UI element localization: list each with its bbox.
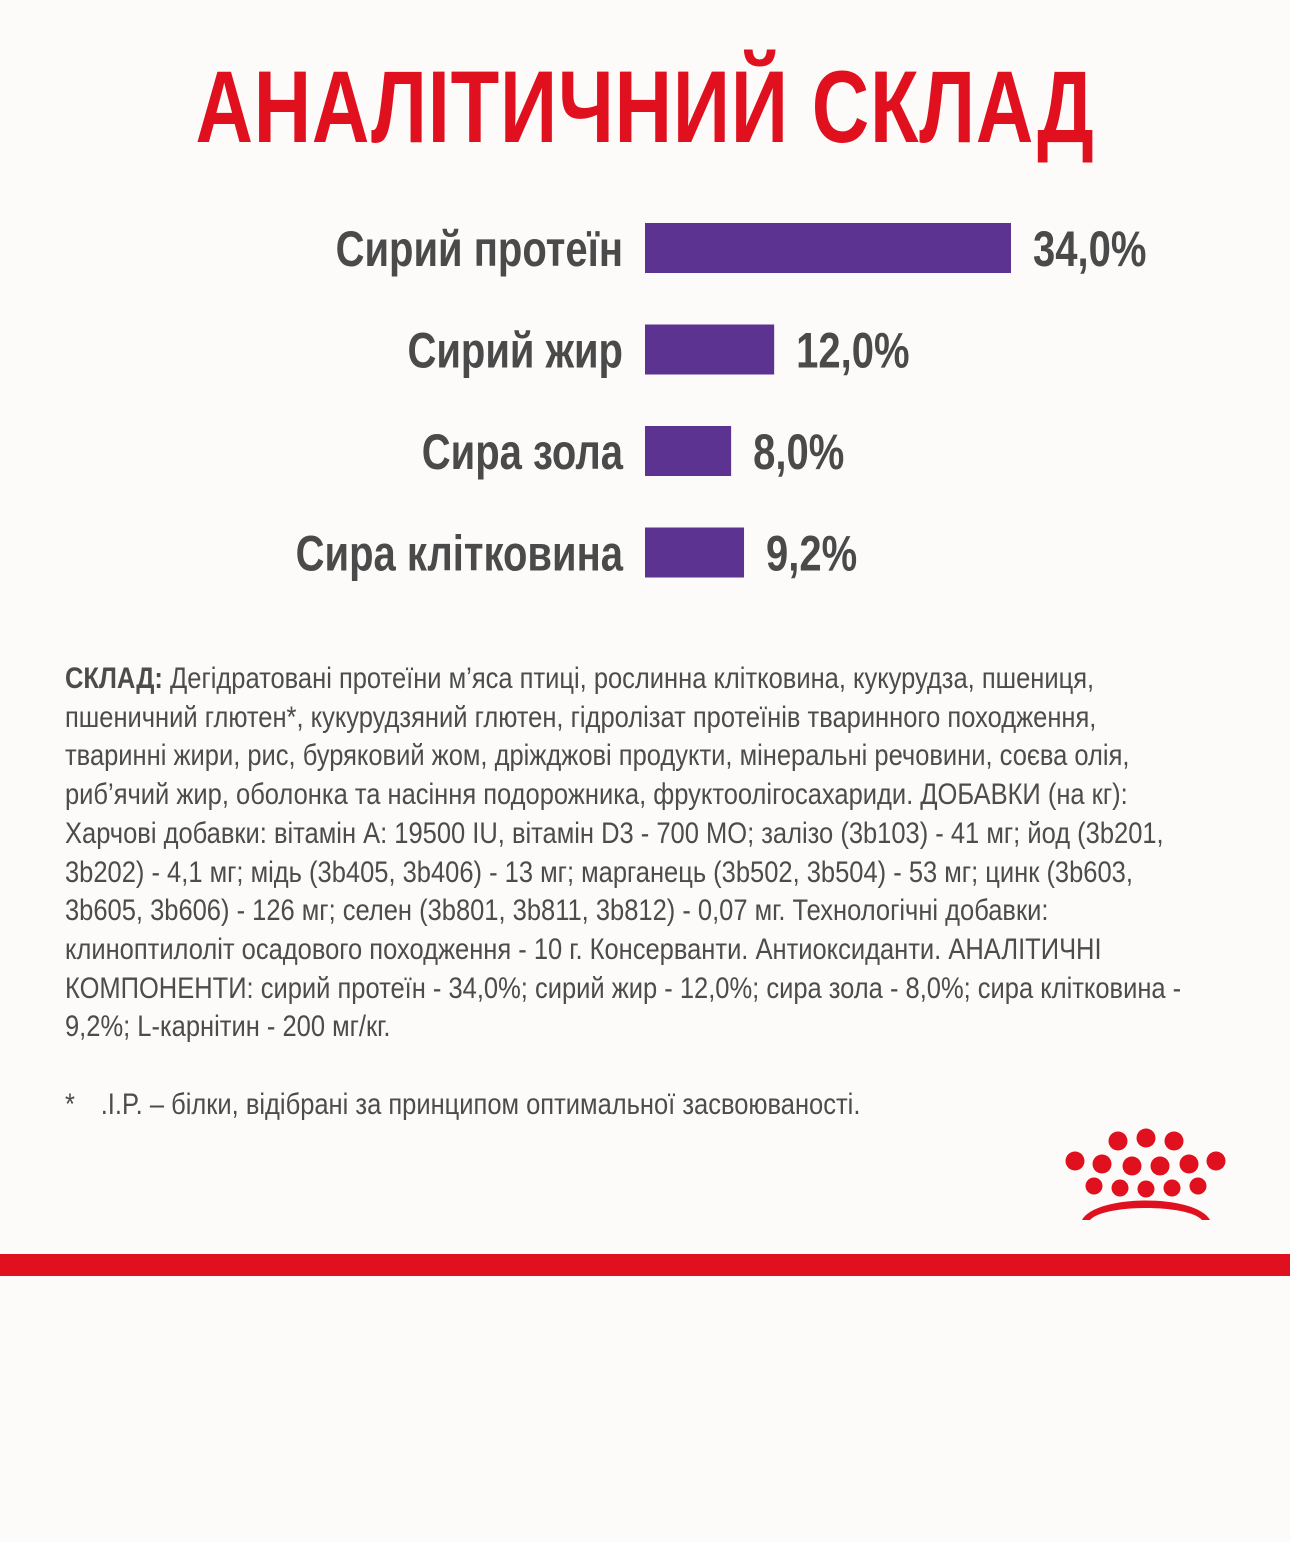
bar (645, 528, 744, 578)
bar (645, 426, 731, 476)
crown-arc (1082, 1201, 1210, 1221)
footnote-marker: * (65, 1088, 75, 1121)
footnote-text: .I.P. – білки, відібрані за принципом оптимальної засвоюваності. (100, 1088, 861, 1121)
brand-stripe (0, 1254, 1290, 1276)
crown-dot (1138, 1181, 1155, 1198)
page-title: АНАЛІТИЧНИЙ СКЛАД (195, 50, 1095, 164)
nutrient-bar-chart (0, 200, 1290, 610)
royal-canin-crown-logo (1058, 1128, 1233, 1223)
crown-dot (1137, 1129, 1156, 1148)
composition-label: СКЛАД: (65, 662, 163, 695)
value-label: 8,0% (753, 423, 845, 481)
composition-body: Дегідратовані протеїни м’яса птиці, рослинна клітковина, кукурудза, пшениця, пшеничний глютен*, кукурудзяний глютен, гідролізат протеїнів тваринного походження, тваринні жири, рис, буряковий жом, дріжджові продукти, мінеральні речовини, соєва олія, риб’ячий жир, оболонка та насіння подорожника, фруктоолігосахариди. ДОБАВКИ (на кг): Харчові добавки: вітамін А: 19500 IU, вітамін D3 - 700 МО; залізо (3b103) - 41 мг; йод (3b201, 3b202) - 4,1 мг; мідь (3b405, 3b406) - 13 мг; марганець (3b502, 3b504) - 53 мг; цинк (3b603, 3b605, 3b606) - 126 мг; селен (3b801, 3b811, 3b812) - 0,07 мг. Технологічні добавки: клиноптилоліт осадового походження - 10 г. Консерванти. Антиоксиданти. АНАЛІТИЧНІ КОМПОНЕНТИ: сирий протеїн - 34,0%; сирий жир - 12,0%; сира зола - 8,0%; сира клітковина - 9,2%; L-карнітин - 200 мг/кг. (65, 662, 1182, 1044)
value-label: 12,0% (796, 322, 910, 379)
category-label: Сира зола (421, 423, 624, 481)
crown-dot (1207, 1152, 1226, 1171)
category-label: Сирий жир (407, 322, 624, 379)
crown-dot (1180, 1155, 1199, 1174)
composition-text (65, 660, 1185, 1047)
crown-dot (1164, 1180, 1181, 1197)
crown-dot (1190, 1178, 1207, 1195)
crown-dot (1123, 1157, 1142, 1176)
crown-dot (1112, 1180, 1129, 1197)
bar (645, 223, 1011, 273)
crown-dot (1165, 1132, 1184, 1151)
crown-dot (1086, 1178, 1103, 1195)
crown-dot (1109, 1132, 1128, 1151)
crown-dot (1093, 1155, 1112, 1174)
value-label: 34,0% (1033, 220, 1147, 278)
category-label: Сирий протеїн (335, 220, 624, 278)
footnote (65, 1086, 860, 1124)
crown-dot (1066, 1152, 1085, 1171)
crown-dot (1151, 1157, 1170, 1176)
value-label: 9,2% (766, 525, 858, 582)
bar (645, 325, 774, 375)
category-label: Сира клітковина (295, 525, 624, 582)
